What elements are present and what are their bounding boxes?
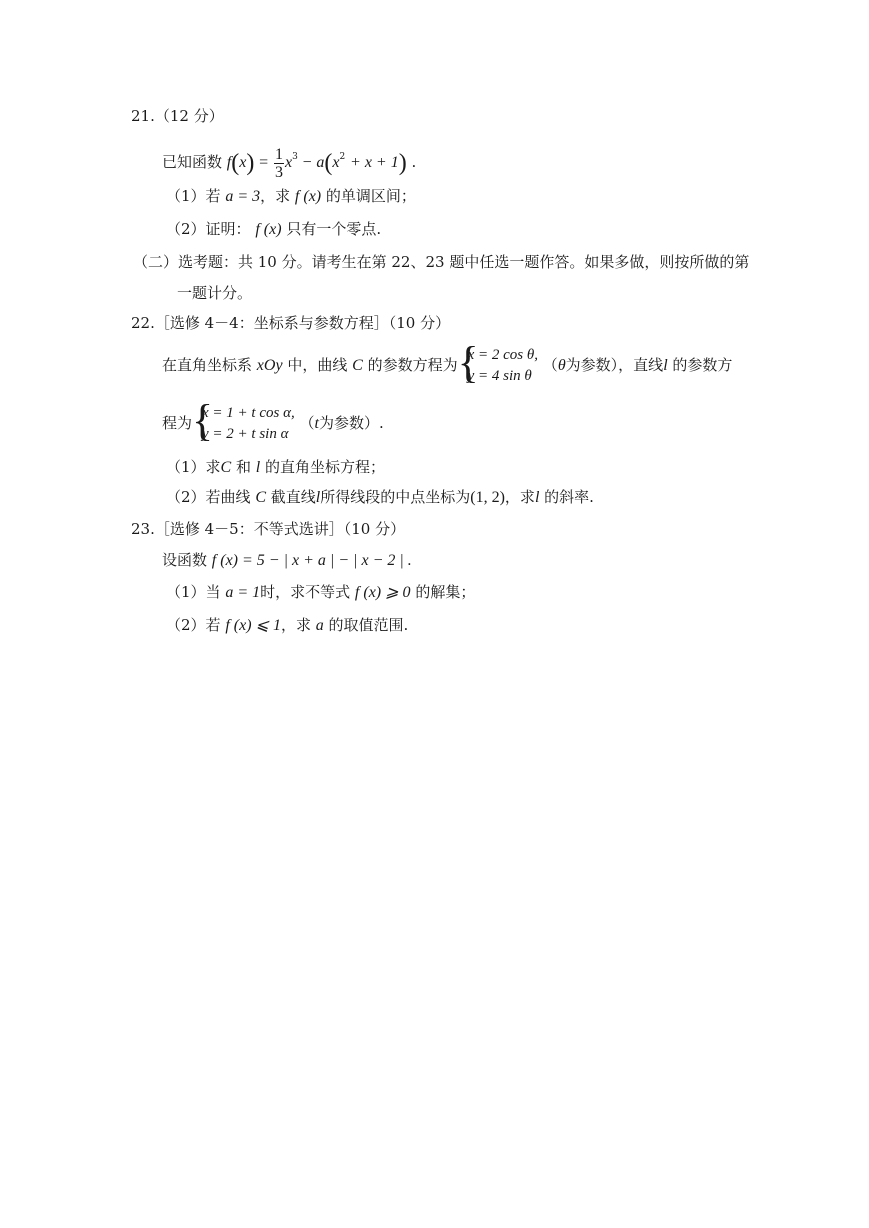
q22-t8: （ — [299, 414, 315, 432]
q22-header: 22.［选修 4－4：坐标系与参数方程］（10 分） — [131, 314, 451, 332]
q22-part2 — [166, 487, 594, 508]
q21-func-name: f — [226, 154, 232, 171]
q22-t6: 的参数方 — [672, 356, 733, 374]
q22-xoy: xOy — [256, 357, 283, 374]
q23-p1-cond: a = 1 — [225, 584, 261, 601]
q22-p1-label: （1）求 — [166, 458, 221, 476]
paren-open-2: ( — [324, 150, 333, 176]
q21-header: 21.（12 分） — [131, 107, 224, 125]
q21-fraction — [274, 146, 284, 181]
section2-line1: （二）选考题：共 10 分。请考生在第 22、23 题中任选一题作答。如果多做，则按所做的第 — [133, 253, 750, 271]
q22-part1 — [166, 457, 385, 478]
q23-part2 — [166, 615, 408, 636]
q22-line-system — [192, 396, 295, 445]
q23-p1-mid: 时，求不等式 — [260, 583, 351, 601]
q21-exp3: 3 — [292, 152, 298, 162]
q21-intro — [162, 145, 416, 181]
q22-p2-mid2: 所得线段的中点坐标为 — [320, 488, 471, 506]
q22-l: l — [663, 357, 668, 374]
q22-theta: θ — [557, 357, 566, 374]
q22-line-eq — [162, 396, 384, 446]
q22-p2-l: l — [315, 489, 321, 506]
q23-t1: 设函数 — [162, 551, 208, 569]
paren-open: ( — [231, 150, 240, 176]
q22-p1-C: C — [220, 459, 232, 476]
q22-curve-eq2: y = 4 sin θ — [467, 368, 532, 384]
q21-part2 — [166, 219, 381, 240]
q23-p2-ineq: f (x) ⩽ 1 — [225, 617, 281, 634]
q22-t5: 为参数），直线 — [565, 356, 664, 374]
q22-t7: 程为 — [162, 414, 193, 432]
brace-icon: { — [457, 338, 479, 387]
q22-C: C — [352, 357, 363, 374]
q21-x2: x — [332, 154, 340, 171]
q22-p2-l2: l — [534, 489, 540, 506]
q22-t2: 中，曲线 — [287, 356, 348, 374]
q21-p1-mid: ，求 — [260, 187, 291, 205]
q22-t3: 的参数方程为 — [367, 356, 458, 374]
q23-p2-mid: ，求 — [280, 616, 311, 634]
q21-intro-text: 已知函数 — [162, 153, 223, 171]
q22-p2-mid3: ，求 — [504, 488, 535, 506]
q23-part1 — [166, 582, 475, 603]
q21-minus: − — [302, 154, 312, 171]
q22-curve-system — [457, 338, 539, 387]
q22-p2-C: C — [255, 489, 266, 506]
section2-line2: 一题计分。 — [177, 284, 253, 302]
q22-t9: 为参数）. — [318, 414, 384, 432]
q21-p1-end: 的单调区间； — [325, 187, 416, 205]
brace-icon-2: { — [192, 396, 214, 445]
q21-p1-cond: a = 3 — [225, 188, 261, 205]
q23-intro — [162, 550, 412, 571]
q23-p1-end: 的解集； — [415, 583, 476, 601]
q22-p1-l: l — [255, 459, 261, 476]
q22-p1-and: 和 — [236, 458, 252, 476]
q21-x: x — [284, 154, 293, 171]
q21-part1 — [166, 186, 416, 207]
q22-line-eq2: y = 2 + t sin α — [202, 426, 289, 442]
q23-p1-ineq: f (x) ⩾ 0 — [354, 584, 411, 601]
q23-p1-label: （1）当 — [166, 583, 221, 601]
q22-line-eq1: x = 1 + t cos α, — [202, 405, 295, 421]
q21-poly-rest: + x + 1 — [350, 154, 399, 171]
q22-p2-mid: 截直线 — [270, 488, 316, 506]
q21-func-arg: x — [239, 154, 247, 171]
q23-p2-label: （2）若 — [166, 616, 221, 634]
q21-p2-label: （2）证明： — [166, 220, 251, 238]
q23-p2-a: a — [315, 617, 324, 634]
q21-p2-fx: f (x) — [255, 221, 282, 238]
q22-intro — [162, 338, 733, 388]
q23-header: 23.［选修 4－5：不等式选讲］（10 分） — [131, 520, 406, 538]
q21-a: a — [316, 154, 325, 171]
q22-t: t — [314, 415, 319, 432]
q22-curve-eq1: x = 2 cos θ, — [467, 347, 539, 363]
q22-t4: （ — [542, 356, 558, 374]
q22-t1: 在直角坐标系 — [162, 356, 253, 374]
q21-exp2: 2 — [339, 152, 346, 162]
q21-frac-num: 1 — [274, 145, 283, 163]
q21-equals: = — [259, 154, 269, 171]
paren-close-2: ) — [398, 150, 407, 176]
q22-p2-point: (1, 2) — [470, 489, 505, 506]
q21-p2-end: 只有一个零点. — [286, 220, 382, 238]
q22-p1-end: 的直角坐标方程； — [265, 458, 386, 476]
q23-p2-end: 的取值范围. — [328, 616, 409, 634]
q21-frac-den: 3 — [274, 163, 283, 181]
q22-p2-label: （2）若曲线 — [166, 488, 251, 506]
q22-p2-end: 的斜率. — [544, 488, 594, 506]
q21-p1-label: （1）若 — [166, 187, 221, 205]
q23-func: f (x) = 5 − | x + a | − | x − 2 | . — [211, 552, 412, 569]
paren-close: ) — [246, 150, 255, 176]
q21-p1-fx: f (x) — [294, 188, 322, 205]
q21-end: . — [411, 153, 417, 171]
